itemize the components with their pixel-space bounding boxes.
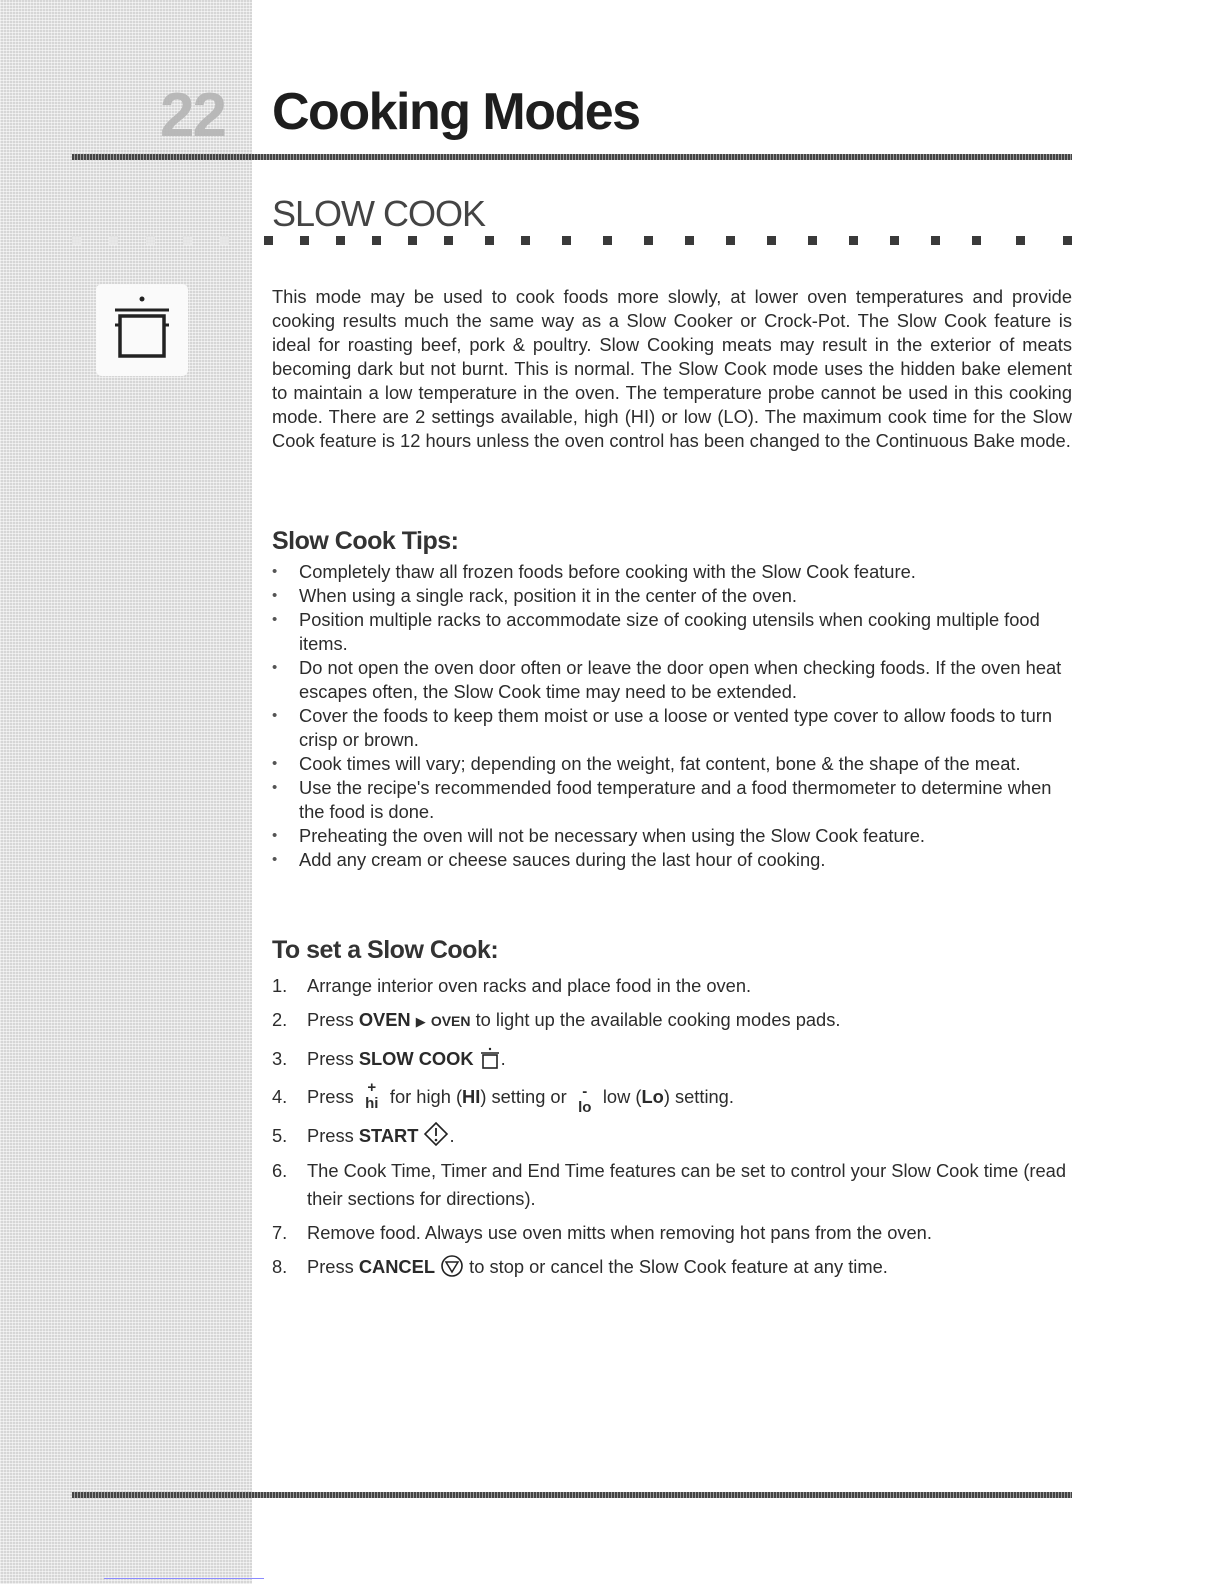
steps-list [272, 972, 1072, 1285]
slow-cook-icon-box [96, 284, 188, 376]
bottom-mark [104, 1578, 264, 1579]
lo-key: - lo [578, 1083, 592, 1116]
slow-cook-pot-icon [96, 284, 188, 376]
step-number: 6. [272, 1160, 288, 1181]
list-item: • Position multiple racks to accommodate size of cooking utensils when cooking multiple food items. [272, 608, 1072, 656]
footer-rule [72, 1492, 1072, 1498]
section-title: SLOW COOK [272, 193, 486, 234]
step-number: 3. [272, 1048, 288, 1069]
chapter-title: Cooking Modes [272, 83, 640, 141]
list-item: • Do not open the oven door often or leave the door open when checking foods. If the oven heat escapes often, the Slow Cook time may need to be extended. [272, 656, 1072, 704]
step-number: 5. [272, 1125, 288, 1146]
step-8: 8. Press CANCEL to stop or cancel the Slow Cook feature at any time. [272, 1253, 1072, 1281]
section-dot-divider [72, 236, 1072, 246]
list-item: • Preheating the oven will not be necessary when using the Slow Cook feature. [272, 824, 1072, 848]
steps-heading: To set a Slow Cook: [272, 936, 499, 964]
list-item: • Add any cream or cheese sauces during the last hour of cooking. [272, 848, 1072, 872]
step-2: 2. Press OVEN ▶ OVEN to light up the available cooking modes pads. [272, 1006, 1072, 1036]
step-6 [272, 1157, 1072, 1213]
list-item: • When using a single rack, position it in the center of the oven. [272, 584, 1072, 608]
page-number: 22 [160, 81, 225, 150]
step-7 [272, 1219, 1072, 1247]
step-number: 7. [272, 1222, 288, 1243]
cancel-key-label: CANCEL [358, 1256, 435, 1277]
step-number: 2. [272, 1009, 288, 1030]
slow-cook-pot-icon [479, 1046, 501, 1070]
list-item: • Cook times will vary; depending on the weight, fat content, bone & the shape of the meat. [272, 752, 1072, 776]
step-1 [272, 972, 1072, 1000]
step-text: Arrange interior oven racks and place food in the oven. [307, 975, 752, 996]
oven-pad-label: OVEN [430, 1013, 471, 1029]
step-3: 3. Press SLOW COOK . [272, 1044, 1072, 1074]
step-number: 1. [272, 975, 288, 996]
list-item: • Completely thaw all frozen foods before cooking with the Slow Cook feature. [272, 560, 1072, 584]
section-description: This mode may be used to cook foods more slowly, at lower oven temperatures and provide cooking results much the same way as a Slow Cooker or Crock-Pot. The Slow Cook feature is ideal for roasting beef, pork & poultry. Slow Cooking meats may result in the exterior of meats becoming dark but not burnt. This is normal. The Slow Cook mode uses the hidden bake element to maintain a low temperature in the oven. The temperature probe cannot be used in this cooking mode. There are 2 settings available, high (HI) or low (LO). The maximum cook time for the Slow Cook feature is 12 hours unless the oven control has been changed to the Continuous Bake mode. [272, 286, 1072, 451]
step-5: 5. Press START . [272, 1121, 1072, 1151]
step-number: 4. [272, 1086, 288, 1107]
oven-key-label: OVEN [358, 1009, 411, 1030]
list-item: • Cover the foods to keep them moist or use a loose or vented type cover to allow foods to turn crisp or brown. [272, 704, 1072, 752]
start-icon [423, 1121, 449, 1147]
slow-cook-key-label: SLOW COOK [358, 1048, 474, 1069]
step-number: 8. [272, 1256, 288, 1277]
tips-list [272, 560, 1072, 872]
start-key-label: START [358, 1125, 419, 1146]
step-4: 4. Press + hi for high (HI) setting or - lo low (Lo) setting. [272, 1079, 734, 1116]
tips-heading: Slow Cook Tips: [272, 527, 459, 555]
list-item: • Use the recipe's recommended food temperature and a food thermometer to determine when the food is done. [272, 776, 1072, 824]
header-rule [72, 154, 1072, 160]
step-text: The Cook Time, Timer and End Time features can be set to control your Slow Cook time (read their sections for directions). [307, 1160, 1067, 1209]
hi-key: + hi [365, 1079, 379, 1112]
cancel-icon [440, 1254, 464, 1278]
step-text: Remove food. Always use oven mitts when removing hot pans from the oven. [307, 1222, 932, 1243]
arrow-right-icon: ▶ [415, 1014, 426, 1029]
